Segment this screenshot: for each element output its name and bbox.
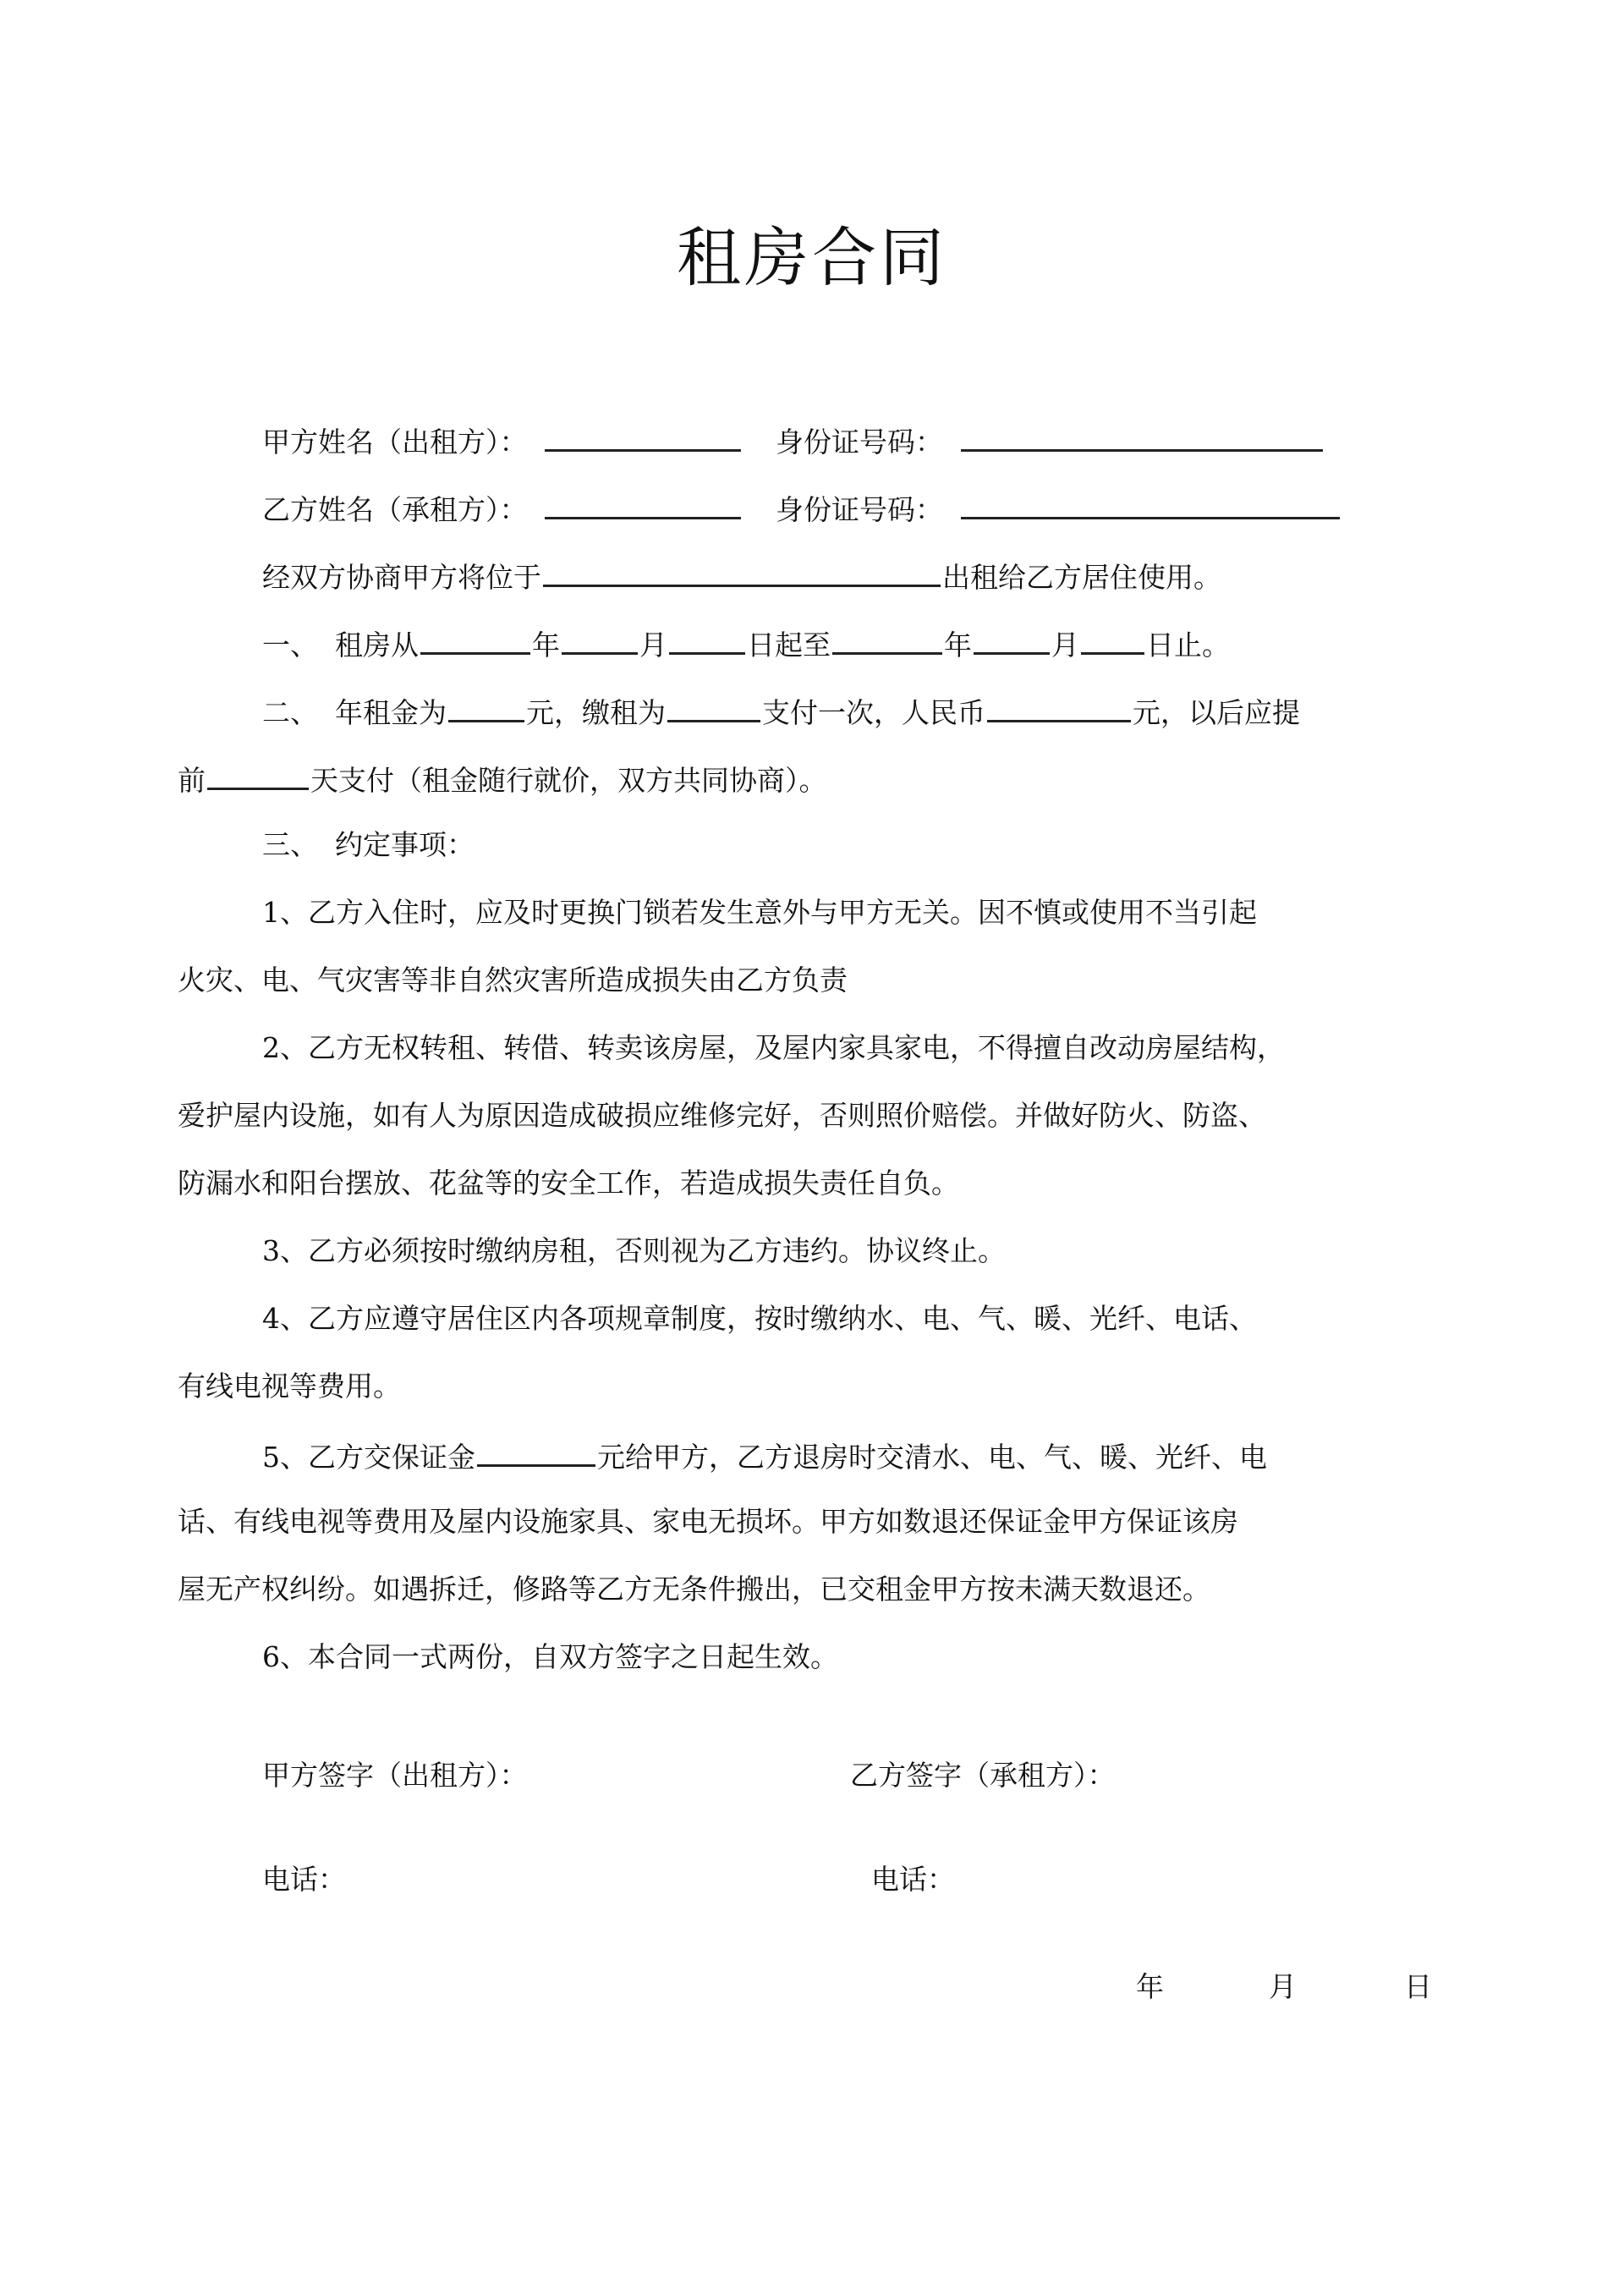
clause-number: 三、 xyxy=(262,828,318,861)
location-field[interactable] xyxy=(543,556,941,587)
party-b-name-label: 乙方姓名（承租方）： xyxy=(262,493,528,526)
item-1-line-1: 1、乙方入住时，应及时更换门锁若发生意外与甲方无关。因不慎或使用不当引起 xyxy=(262,896,1257,929)
location-prefix: 经双方协商甲方将位于 xyxy=(262,561,541,594)
date-year-label: 年 xyxy=(1136,1970,1164,2003)
clause-text: 支付一次，人民币 xyxy=(762,696,985,729)
party-b-name-field[interactable] xyxy=(545,488,741,519)
document-title: 租房合同 xyxy=(677,220,947,295)
clause-text: 元，缴租为 xyxy=(526,696,666,729)
clause-heading: 约定事项： xyxy=(335,828,475,861)
clause-text: 年租金为 xyxy=(335,696,447,729)
clause-2-cont xyxy=(178,759,827,799)
date-day-label: 日 xyxy=(1404,1970,1432,2003)
clause-2 xyxy=(262,691,1300,732)
item-6-line-1: 6、本合同一式两份，自双方签字之日起生效。 xyxy=(262,1640,838,1673)
clause-text: 天支付（租金随行就价，双方共同协商）。 xyxy=(310,764,827,797)
clause-text: 日起至 xyxy=(747,629,831,662)
clause-text: 前 xyxy=(178,764,206,797)
end-month-field[interactable] xyxy=(974,623,1050,655)
item-5-line-2: 话、有线电视等费用及屋内设施家具、家电无损坏。甲方如数退还保证金甲方保证该房 xyxy=(178,1505,1238,1538)
clause-3-heading xyxy=(262,826,475,864)
party-b-signature-label: 乙方签字（承租方）： xyxy=(850,1759,1116,1792)
location-row xyxy=(262,556,1221,596)
clause-text: 月 xyxy=(639,629,667,662)
start-month-field[interactable] xyxy=(562,623,638,655)
start-year-field[interactable] xyxy=(420,623,530,655)
clause-text: 年 xyxy=(944,629,972,662)
advance-days-field[interactable] xyxy=(207,759,309,790)
party-a-name-label: 甲方姓名（出租方）： xyxy=(262,426,528,458)
deposit-field[interactable] xyxy=(477,1436,595,1467)
rmb-amount-field[interactable] xyxy=(987,691,1131,722)
clause-text: 5、乙方交保证金 xyxy=(262,1441,475,1474)
clause-text: 月 xyxy=(1051,629,1079,662)
party-a-id-field[interactable] xyxy=(961,420,1323,452)
end-year-field[interactable] xyxy=(832,623,942,655)
clause-text: 租房从 xyxy=(335,629,419,662)
party-b-id-field[interactable] xyxy=(961,488,1340,519)
item-1-line-2: 火灾、电、气灾害等非自然灾害所造成损失由乙方负责 xyxy=(178,964,848,997)
party-a-name-field[interactable] xyxy=(545,420,741,452)
item-2-line-3: 防漏水和阳台摆放、花盆等的安全工作，若造成损失责任自负。 xyxy=(178,1167,959,1200)
clause-text: 元，以后应提 xyxy=(1133,696,1300,729)
clause-number: 一、 xyxy=(262,629,318,662)
party-a-id-label: 身份证号码： xyxy=(776,426,943,458)
start-day-field[interactable] xyxy=(669,623,745,655)
date-month-label: 月 xyxy=(1269,1970,1297,2003)
item-2-line-2: 爱护屋内设施，如有人为原因造成破损应维修完好，否则照价赔偿。并做好防火、防盗、 xyxy=(178,1099,1266,1132)
party-a-row xyxy=(262,420,1325,461)
party-b-row xyxy=(262,488,1341,529)
clause-text: 日止。 xyxy=(1146,629,1230,662)
clause-text: 元给甲方，乙方退房时交清水、电、气、暖、光纤、电 xyxy=(597,1441,1267,1474)
party-a-phone-label: 电话： xyxy=(262,1863,346,1896)
party-b-phone-label: 电话： xyxy=(871,1863,955,1896)
clause-text: 年 xyxy=(532,629,560,662)
party-a-signature-label: 甲方签字（出租方）： xyxy=(262,1759,528,1792)
payment-period-field[interactable] xyxy=(667,691,760,722)
location-suffix: 出租给乙方居住使用。 xyxy=(942,561,1221,594)
clause-1 xyxy=(262,623,1230,664)
item-5-line-1 xyxy=(262,1436,1267,1476)
item-4-line-2: 有线电视等费用。 xyxy=(178,1370,401,1403)
item-4-line-1: 4、乙方应遵守居住区内各项规章制度，按时缴纳水、电、气、暖、光纤、电话、 xyxy=(262,1302,1257,1335)
item-3-line-1: 3、乙方必须按时缴纳房租，否则视为乙方违约。协议终止。 xyxy=(262,1234,1006,1267)
item-2-line-1: 2、乙方无权转租、转借、转卖该房屋，及屋内家具家电，不得擅自改动房屋结构， xyxy=(262,1031,1285,1064)
clause-number: 二、 xyxy=(262,696,318,729)
annual-rent-field[interactable] xyxy=(448,691,524,722)
party-b-id-label: 身份证号码： xyxy=(776,493,943,526)
item-5-line-3: 屋无产权纠纷。如遇拆迁，修路等乙方无条件搬出，已交租金甲方按未满天数退还。 xyxy=(178,1573,1210,1606)
end-day-field[interactable] xyxy=(1081,623,1144,655)
